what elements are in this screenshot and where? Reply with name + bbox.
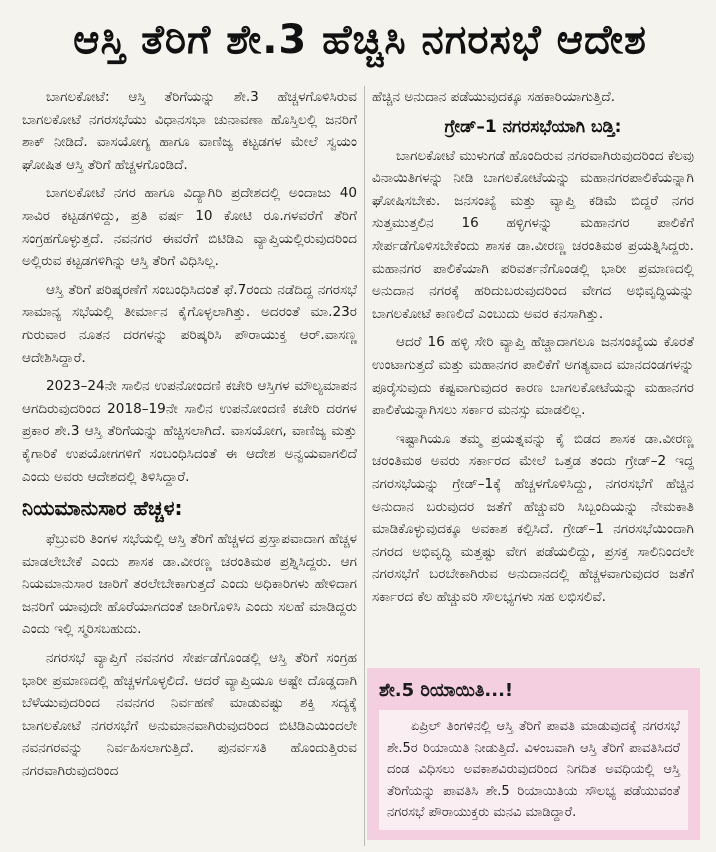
paragraph: ಆದರೆ 16 ಹಳ್ಳಿ ಸೇರಿ ವ್ಯಾಪ್ತಿ ಹೆಚ್ಚಾದಾಗಲೂ ಜನಸಂಖ್ಯೆಯ ಕೊರತೆ ಉಂಟಾಗುತ್ತದೆ ಮತ್ತು ಮಹಾನಗರ ಪಾಲಿಕೆಗೆ ಅಗತ್ಯವಾದ ಮಾನದಂಡಗಳನ್ನು ಪೂರೈಸುವುದು ಕಷ್ಟವಾಗುವುದರ ಕಾರಣ ಬಾಗಲಕೋಟೆಯನ್ನು ಮಹಾನಗರ ಪಾಲಿಕೆಯನ್ನಾಗಿಸಲು ಸರ್ಕಾರ ಮನಸ್ಸು ಮಾಡಲಿಲ್ಲ. [372,334,694,419]
paragraph: ಬಾಗಲಕೋಟೆ ಮುಳುಗಡೆ ಹೊಂದಿರುವ ನಗರವಾಗಿರುವುದರಿಂದ ಕೆಲವು ವಿನಾಯಿತಿಗಳನ್ನು ನೀಡಿ ಬಾಗಲಕೋಟೆಯನ್ನು ಮಹಾನಗರಪಾಲಿಕೆಯನ್ನಾಗಿ ಘೋಷಿಸಬೇಕು. ಜನಸಂಖ್ಯೆ ಮತ್ತು ವ್ಯಾಪ್ತಿ ಕಡಿಮೆ ಬಿದ್ದರೆ ನಗರ ಸುತ್ತಮುತ್ತಲಿನ 16 ಹಳ್ಳಿಗಳನ್ನು ಮಹಾನಗರ ಪಾಲಿಕೆಗೆ ಸೇರ್ಪಡೆಗೊಳಿಸಬೇಕೆಂದು ಶಾಸಕ ಡಾ.ವೀರಣ್ಣ ಚರಂತಿಮಠ ಪ್ರಯತ್ನಿಸಿದ್ದರು. ಮಹಾನಗರ ಪಾಲಿಕೆಯಾಗಿ ಪರಿವರ್ತನೆಗೊಂಡಲ್ಲಿ ಭಾರೀ ಪ್ರಮಾಣದಲ್ಲಿ ಅನುದಾನ ನಗರಕ್ಕೆ ಹರಿದುಬರುವುದರಿಂದ ವೇಗದ ಅಭಿವೃದ್ಧಿಯನ್ನು ಬಾಗಲಕೋಟೆ ಕಾಣಲಿದೆ ಎಂಬುದು ಅವರ ಕನಸಾಗಿತ್ತು. [372,147,694,322]
paragraph: ನಗರಸಭೆ ವ್ಯಾಪ್ತಿಗೆ ನವನಗರ ಸೇರ್ಪಡೆಗೊಂಡಲ್ಲಿ ಆಸ್ತಿ ತೆರಿಗೆ ಸಂಗ್ರಹ ಭಾರೀ ಪ್ರಮಾಣದಲ್ಲಿ ಹೆಚ್ಚಳಗೊಳ್ಳಲಿದೆ. ಆದರೆ ವ್ಯಾಪ್ತಿಯೂ ಅಷ್ಟೇ ದೊಡ್ಡದಾಗಿ ಬೆಳೆಯುವುದರಿಂದ ನವನಗರ ನಿರ್ವಹಣೆ ಮಾಡುವಷ್ಟು ಶಕ್ತಿ ಸದ್ಯಕ್ಕೆ ಬಾಗಲಕೋಟೆ ನಗರಸಭೆಗೆ ಅನುಮಾನವಾಗಿರುವುದರಿಂದ ಬಿಟಿಡಿಎಯಿಂದಲೇ ನವನಗರವನ್ನು ನಿರ್ವಹಿಸಲಾಗುತ್ತಿದೆ. ಪುನರ್ವಸತಿ ಹೊಂದುತ್ತಿರುವ ನಗರವಾಗಿರುವುದರಿಂದ [22,650,357,780]
paragraph: ಫೆಬ್ರುವರಿ ತಿಂಗಳ ಸಭೆಯಲ್ಲಿ ಆಸ್ತಿ ತೆರಿಗೆ ಹೆಚ್ಚಳದ ಪ್ರಸ್ತಾಪವಾದಾಗ ಹೆಚ್ಚಳ ಮಾಡಲೇಬೇಕೆ ಎಂದು ಶಾಸಕ ಡಾ.ವೀರಣ್ಣ ಚರಂತಿಮಠ ಪ್ರಶ್ನಿಸಿದ್ದರು. ಆಗ ನಿಯಮಾನುಸಾರ ಜಾರಿಗೆ ತರಲೇಬೇಕಾಗುತ್ತದೆ ಎಂದು ಅಧಿಕಾರಿಗಳು ಹೇಳಿದಾಗ ಜನರಿಗೆ ಯಾವುದೇ ಹೊರೆಯಾಗದಂತೆ ಜಾರಿಗೊಳಿಸಿ ಎಂದು ಸಲಹೆ ಮಾಡಿದ್ದರು ಎಂದು ಇಲ್ಲಿ ಸ್ಮರಿಸಬಹುದು. [22,531,357,638]
sidebar-box [367,668,700,840]
paragraph: ಆಸ್ತಿ ತೆರಿಗೆ ಪರಿಷ್ಕರಣೆಗೆ ಸಂಬಂಧಿಸಿದಂತೆ ಫೆ.7ರಂದು ನಡೆದಿದ್ದ ನಗರಸಭೆ ಸಾಮಾನ್ಯ ಸಭೆಯಲ್ಲಿ ತೀರ್ಮಾನ ಕೈಗೊಳ್ಳಲಾಗಿತ್ತು. ಅದರಂತೆ ಮಾ.23ರ ಗುರುವಾರ ನೂತನ ದರಗಳನ್ನು ಪರಿಷ್ಕರಿಸಿ ಪೌರಾಯುಕ್ತ ಆರ್.ವಾಸಣ್ಣ ಆದೇಶಿಸಿದ್ದಾರೆ. [22,281,357,366]
paragraph: ಇಷ್ಟಾಗಿಯೂ ತಮ್ಮ ಪ್ರಯತ್ನವನ್ನು ಕೈ ಬಿಡದ ಶಾಸಕ ಡಾ.ವೀರಣ್ಣ ಚರಂತಿಮಠ ಅವರು ಸರ್ಕಾರದ ಮೇಲೆ ಒತ್ತಡ ತಂದು ಗ್ರೇಡ್‌–2 ಇದ್ದ ನಗರಸಭೆಯನ್ನು ಗ್ರೇಡ್‌–1ಕ್ಕೆ ಹೆಚ್ಚಳಗೊಳಿಸಿದ್ದು, ನಗರಸಭೆಗೆ ಹೆಚ್ಚಿನ ಅನುದಾನ ಬರುವುದರ ಜತೆಗೆ ಹೆಚ್ಚುವರಿ ಸಿಬ್ಬಂದಿಯನ್ನು ನೇಮಕಾತಿ ಮಾಡಿಕೊಳ್ಳುವುದಕ್ಕೂ ಅವಕಾಶ ಕಲ್ಪಿಸಿದೆ. ಗ್ರೇಡ್‌–1 ನಗರಸಭೆಯಿಂದಾಗಿ ನಗರದ ಅಭಿವೃದ್ಧಿ ಮತ್ತಷ್ಟು ವೇಗ ಪಡೆಯಲಿದ್ದು, ಪ್ರಸಕ್ತ ಸಾಲಿನಿಂದಲೇ ನಗರಸಭೆಗೆ ಬರಬೇಕಾಗಿರುವ ಅನುದಾನದಲ್ಲಿ ಹೆಚ್ಚಳವಾಗುವುದರ ಜತೆಗೆ ಸರ್ಕಾರದ ಕೆಲ ಹೆಚ್ಚುವರಿ ಸೌಲಭ್ಯಗಳು ಸಹ ಲಭಿಸಲಿವೆ. [372,430,694,605]
subheading: ನಿಯಮಾನುಸಾರ ಹೆಚ್ಚಳ: [22,496,183,521]
paragraph: ಹೆಚ್ಚಿನ ಅನುದಾನ ಪಡೆಯುವುದಕ್ಕೂ ಸಹಕಾರಿಯಾಗುತ್ತಿದೆ. [372,89,616,105]
right-column [372,86,694,736]
paragraph: ಬಾಗಲಕೋಟೆ ನಗರ ಹಾಗೂ ವಿದ್ಯಾಗಿರಿ ಪ್ರದೇಶದಲ್ಲಿ ಅಂದಾಜು 40 ಸಾವಿರ ಕಟ್ಟಡಗಳಿದ್ದು, ಪ್ರತಿ ವರ್ಷ 10 ಕೋಟಿ ರೂ.ಗಳವರೆಗೆ ತೆರಿಗೆ ಸಂಗ್ರಹಗೊಳ್ಳುತ್ತದೆ. ನವನಗರ ಈವರೆಗೆ ಬಿಟಿಡಿಎ ವ್ಯಾಪ್ತಿಯಲ್ಲಿರುವುದರಿಂದ ಅಲ್ಲಿರುವ ಕಟ್ಟಡಗಳಿಗಿನ್ನು ಆಸ್ತಿ ತೆರಿಗೆ ವಿಧಿಸಿಲ್ಲ. [22,185,357,270]
paragraph: 2023–24ನೇ ಸಾಲಿನ ಉಪನೋಂದಣಿ ಕಚೇರಿ ಆಸ್ತಿಗಳ ಮೌಲ್ಯಮಾಪನ ಆಗದಿರುವುದರಿಂದ 2018–19ನೇ ಸಾಲಿನ ಉಪನೋಂದಣಿ ಕಚೇರಿ ದರಗಳ ಪ್ರಕಾರ ಶೇ.3 ಆಸ್ತಿ ತೆರಿಗೆಯನ್ನು ಹೆಚ್ಚಿಸಲಾಗಿದೆ. ವಾಸಯೋಗ, ವಾಣಿಜ್ಯ ಮತ್ತು ಕೈಗಾರಿಕೆ ಉಪಯೋಗಗಳಿಗೆ ಸಂಬಂಧಿಸಿದಂತೆ ಈ ಆದೇಶ ಅನ್ವಯವಾಗಲಿದೆ ಎಂದು ಅವರು ಆದೇಶದಲ್ಲಿ ತಿಳಿಸಿದ್ದಾರೆ. [22,378,357,485]
left-column [22,86,357,848]
box-body: ಏಪ್ರಿಲ್ ತಿಂಗಳಿನಲ್ಲಿ ಆಸ್ತಿ ತೆರಿಗೆ ಪಾವತಿ ಮಾಡುವುದಕ್ಕೆ ನಗರಸಭೆ ಶೇ.5ರ ರಿಯಾಯಿತಿ ನೀಡುತ್ತಿದೆ. ವಿಳಂಬವಾಗಿ ಆಸ್ತಿ ತೆರಿಗೆ ಪಾವತಿಸಿದರೆ ದಂಡ ವಿಧಿಸಲು ಅವಕಾಶವಿರುವುದರಿಂದ ನಿಗದಿತ ಅವಧಿಯಲ್ಲಿ ಆಸ್ತಿ ತೆರಿಗೆಯನ್ನು ಪಾವತಿಸಿ ಶೇ.5 ರಿಯಾಯಿತಿಯ ಸೌಲಭ್ಯ ಪಡೆಯುವಂತೆ ನಗರಸಭೆ ಪೌರಾಯುಕ್ತರು ಮನವಿ ಮಾಡಿದ್ದಾರೆ. [379,710,688,830]
column-divider [364,86,365,846]
paragraph: ಬಾಗಲಕೋಟೆ: ಆಸ್ತಿ ತೆರಿಗೆಯನ್ನು ಶೇ.3 ಹೆಚ್ಚಳಗೊಳಿಸಿರುವ ಬಾಗಲಕೋಟೆ ನಗರಸಭೆಯು ವಿಧಾನಸಭಾ ಚುನಾವಣಾ ಹೊಸ್ತಿಲಲ್ಲಿ ಜನರಿಗೆ ಶಾಕ್ ನೀಡಿದೆ. ವಾಸಯೋಗ್ಯ ಹಾಗೂ ವಾಣಿಜ್ಯ ಕಟ್ಟಡಗಳ ಮೇಲೆ ಸ್ವಯಂ ಘೋಷಿತ ಆಸ್ತಿ ತೆರಿಗೆ ಹೆಚ್ಚಳಗೊಂಡಿದೆ. [22,89,357,173]
headline: ಆಸ್ತಿ ತೆರಿಗೆ ಶೇ.3 ಹೆಚ್ಚಿಸಿ ನಗರಸಭೆ ಆದೇಶ [73,17,647,63]
box-title: ಶೇ.5 ರಿಯಾಯಿತಿ...! [379,680,514,701]
subheading: ಗ್ರೇಡ್‌–1 ನಗರಸಭೆಯಾಗಿ ಬಡ್ತಿ: [444,116,622,137]
